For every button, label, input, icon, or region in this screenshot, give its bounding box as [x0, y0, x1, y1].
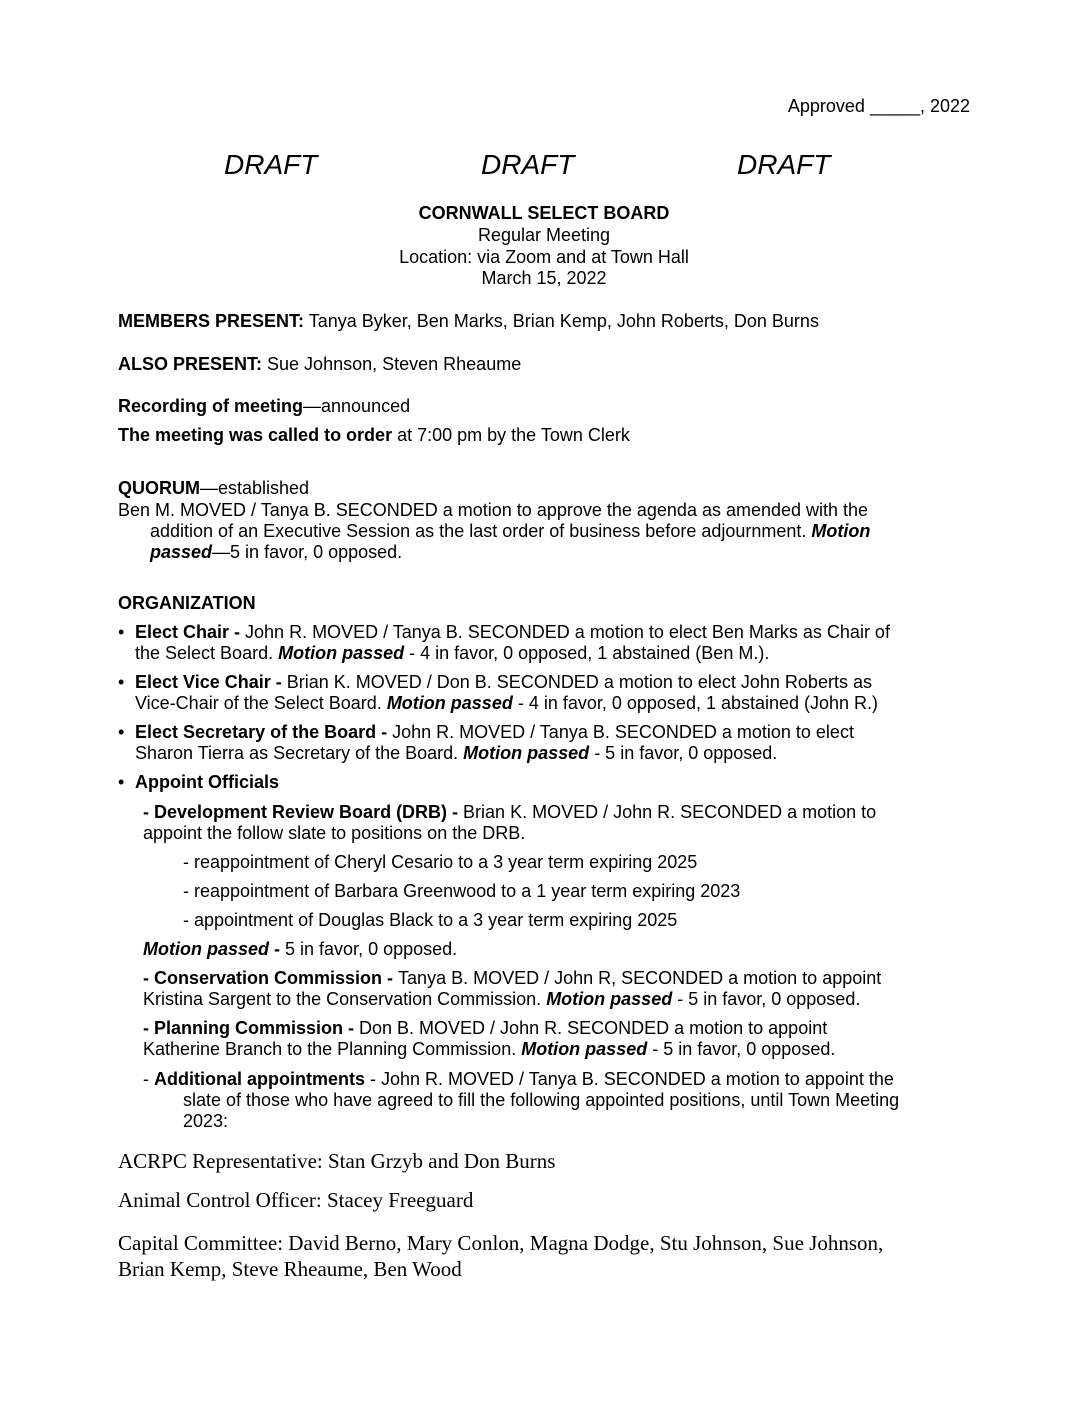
- additional-dash: -: [143, 1069, 154, 1089]
- recording-value: —announced: [303, 396, 411, 416]
- organization-heading: ORGANIZATION: [118, 593, 256, 613]
- quorum-text: addition of an Executive Session as the last order of business before adjournment.: [150, 521, 812, 541]
- acrpc-representative: ACRPC Representative: Stan Grzyb and Don Burns: [118, 1149, 556, 1173]
- elect-chair-text: John R. MOVED / Tanya B. SECONDED a motion to elect Ben Marks as Chair of: [245, 622, 890, 642]
- additional-line3: 2023:: [183, 1111, 229, 1131]
- motion-passed: Motion passed: [386, 693, 513, 713]
- also-present: [118, 354, 521, 375]
- quorum-motion-word: Motion: [811, 521, 871, 541]
- elect-vice-result: - 4 in favor, 0 opposed, 1 abstained (John R.): [512, 693, 879, 713]
- drb-item: - reappointment of Cheryl Cesario to a 3 year term expiring 2025: [183, 852, 698, 872]
- quorum-line: [118, 478, 309, 499]
- draft-watermark-3: DRAFT: [737, 149, 831, 180]
- additional-label: Additional appointments: [154, 1069, 365, 1089]
- drb-item: - reappointment of Barbara Greenwood to a 1 year term expiring 2023: [183, 881, 741, 901]
- elect-chair-line2: [135, 643, 769, 664]
- draft-watermark-2: DRAFT: [481, 149, 575, 180]
- elect-vice-line2: [135, 693, 878, 714]
- drb-label: - Development Review Board (DRB) -: [143, 802, 464, 822]
- conservation-label: - Conservation Commission -: [143, 968, 399, 988]
- planning-line2: [143, 1039, 835, 1060]
- motion-passed: Motion passed: [521, 1039, 648, 1059]
- quorum-value: —established: [200, 478, 310, 498]
- planning-result: - 5 in favor, 0 opposed.: [647, 1039, 836, 1059]
- additional-text: - John R. MOVED / Tanya B. SECONDED a motion to appoint the: [365, 1069, 894, 1089]
- elect-chair-label: Elect Chair -: [135, 622, 246, 642]
- recording-label: Recording of meeting: [118, 396, 304, 416]
- capital-committee-line1: Capital Committee: David Berno, Mary Conlon, Magna Dodge, Stu Johnson, Sue Johnson,: [118, 1231, 884, 1255]
- meeting-date: March 15, 2022: [481, 268, 607, 288]
- also-label: ALSO PRESENT:: [118, 354, 263, 374]
- additional-line1: [143, 1069, 894, 1090]
- conservation-line1: [143, 968, 881, 989]
- elect-chair-line1: [135, 622, 890, 643]
- bullet-icon: •: [118, 672, 125, 692]
- quorum-label: QUORUM: [118, 478, 200, 498]
- meeting-location: Location: via Zoom and at Town Hall: [399, 247, 689, 267]
- elect-secretary-label: Elect Secretary of the Board -: [135, 722, 393, 742]
- draft-watermark-1: DRAFT: [224, 149, 318, 180]
- animal-control-officer: Animal Control Officer: Stacey Freeguard: [118, 1188, 474, 1212]
- elect-secretary-line1: [135, 722, 854, 743]
- quorum-motion-line2: [150, 521, 870, 542]
- called-to-order: [118, 425, 630, 446]
- called-value: at 7:00 pm by the Town Clerk: [392, 425, 630, 445]
- called-label: The meeting was called to order: [118, 425, 393, 445]
- planning-text: Don B. MOVED / John R. SECONDED a motion to appoint: [359, 1018, 828, 1038]
- drb-line2: appoint the follow slate to positions on the DRB.: [143, 823, 526, 843]
- bullet-icon: •: [118, 722, 125, 742]
- elect-vice-text: Brian K. MOVED / Don B. SECONDED a motion to elect John Roberts as: [286, 672, 872, 692]
- motion-passed: Motion passed: [463, 743, 590, 763]
- quorum-motion-line3: [150, 542, 402, 563]
- board-title: CORNWALL SELECT BOARD: [418, 203, 670, 223]
- members-label: MEMBERS PRESENT:: [118, 311, 305, 331]
- conservation-result: - 5 in favor, 0 opposed.: [672, 989, 861, 1009]
- elect-secretary-text2: Sharon Tierra as Secretary of the Board.: [135, 743, 464, 763]
- additional-line2: slate of those who have agreed to fill the following appointed positions, until Town Meeting: [183, 1090, 900, 1110]
- elect-chair-text2: the Select Board.: [135, 643, 279, 663]
- meeting-type: Regular Meeting: [477, 225, 611, 245]
- conservation-line2: [143, 989, 860, 1010]
- quorum-result: —5 in favor, 0 opposed.: [212, 542, 403, 562]
- elect-vice-text2: Vice-Chair of the Select Board.: [135, 693, 387, 713]
- drb-result: 5 in favor, 0 opposed.: [280, 939, 458, 959]
- recording-line: [118, 396, 410, 417]
- planning-text2: Katherine Branch to the Planning Commission.: [143, 1039, 522, 1059]
- drb-item: - appointment of Douglas Black to a 3 year term expiring 2025: [183, 910, 678, 930]
- approved-line: Approved _____, 2022: [787, 96, 970, 116]
- drb-line1: [143, 802, 876, 823]
- bullet-icon: •: [118, 772, 125, 792]
- motion-passed: Motion passed: [546, 989, 673, 1009]
- elect-secretary-line2: [135, 743, 777, 764]
- elect-chair-result: - 4 in favor, 0 opposed, 1 abstained (Ben M.).: [404, 643, 770, 663]
- planning-line1: [143, 1018, 827, 1039]
- motion-passed: Motion passed: [143, 939, 270, 959]
- appoint-officials-label: Appoint Officials: [135, 772, 279, 792]
- also-value: Sue Johnson, Steven Rheaume: [262, 354, 522, 374]
- members-present: [118, 311, 819, 332]
- capital-committee-line2: Brian Kemp, Steve Rheaume, Ben Wood: [118, 1257, 462, 1281]
- drb-result-line: [143, 939, 457, 960]
- quorum-passed-word: passed: [150, 542, 213, 562]
- drb-text: Brian K. MOVED / John R. SECONDED a motion to: [463, 802, 877, 822]
- bullet-icon: •: [118, 622, 125, 642]
- elect-vice-label: Elect Vice Chair -: [135, 672, 287, 692]
- elect-secretary-result: - 5 in favor, 0 opposed.: [589, 743, 778, 763]
- planning-label: - Planning Commission -: [143, 1018, 360, 1038]
- elect-vice-line1: [135, 672, 872, 693]
- quorum-motion-line1: Ben M. MOVED / Tanya B. SECONDED a motion to approve the agenda as amended with the: [118, 500, 869, 520]
- conservation-text: Tanya B. MOVED / John R, SECONDED a motion to appoint: [398, 968, 882, 988]
- members-value: Tanya Byker, Ben Marks, Brian Kemp, John Roberts, Don Burns: [304, 311, 819, 331]
- elect-secretary-text: John R. MOVED / Tanya B. SECONDED a motion to elect: [392, 722, 854, 742]
- drb-dash: -: [269, 939, 281, 959]
- conservation-text2: Kristina Sargent to the Conservation Commission.: [143, 989, 547, 1009]
- motion-passed: Motion passed: [278, 643, 405, 663]
